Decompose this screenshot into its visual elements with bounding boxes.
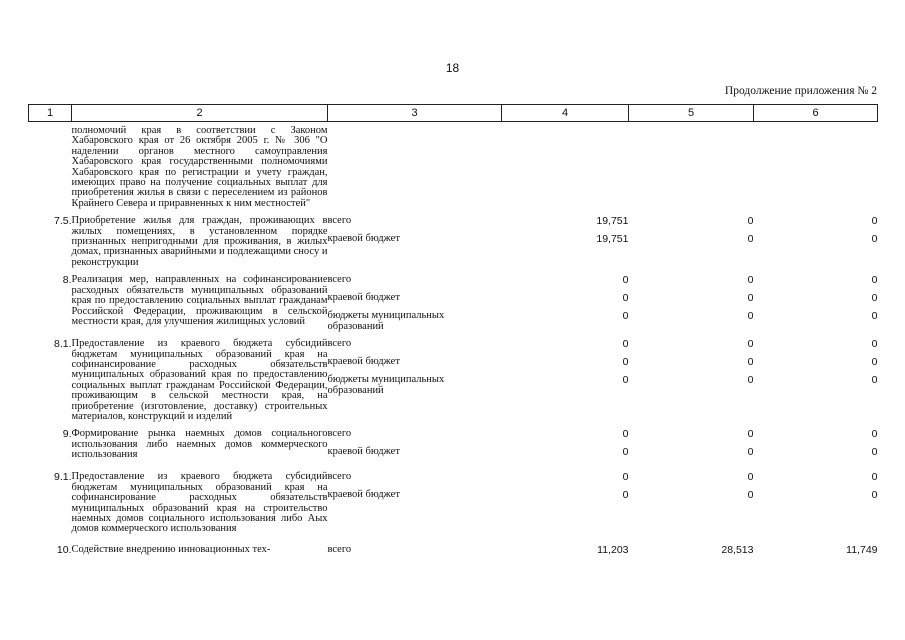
values-c6 [754,122,878,210]
value-cell: 0 [747,356,754,369]
row-number: 9.1. [53,471,72,484]
row-description: Приобретение жилья для граждан, проживающих в жилых помещениях, в установленном порядке признанных непригодными для проживания, в жилых домах, признанных аварийными и подлежащими сносу и реконструкции [71,215,328,268]
funding-source-label: всего [327,543,352,555]
value-cell: 19,751 [596,215,629,228]
row-number: 10. [56,543,72,556]
value-cell: 0 [871,374,878,387]
value-cell: 0 [871,338,878,351]
values-c6 [754,209,878,268]
funding-sources [328,268,502,332]
values-c4 [502,332,629,422]
row-number: 7.5. [53,215,72,228]
table-row [29,209,878,268]
table-row [29,332,878,422]
value-cell: 0 [747,446,754,459]
value-cell: 0 [871,356,878,369]
funding-source-label: краевой бюджет [327,446,400,458]
header-col-3: 3 [328,105,502,122]
value-cell: 0 [747,233,754,246]
values-c6 [754,268,878,332]
funding-sources [328,535,502,563]
row-description: полномочий края в соответствии с Законом Хабаровского края от 26 октября 2005 г. № 306 "О наделении органов местного самоуправления Хабаровского края государственными полномочиями Хабаровского края по регистрации и учету граждан, имеющих право на получение социальных выплат для приобретения жилья в связи с переселением из районов Крайнего Севера и приравненных к ним местностей" [71,125,328,209]
funding-source-label: бюджеты муниципальных образований [327,374,445,396]
row-number [29,122,72,210]
value-cell: 0 [871,310,878,323]
funding-source-label: краевой бюджет [327,489,400,501]
value-cell: 28,513 [721,543,754,556]
values-c4 [502,422,629,465]
header-col-4: 4 [502,105,629,122]
row-description: Содействие внедрению инновационных тех- [71,543,271,555]
funding-source-label: всего [327,471,352,483]
funding-source-label: краевой бюджет [327,356,400,368]
value-cell: 0 [622,338,629,351]
funding-sources [328,209,502,268]
value-cell: 0 [747,310,754,323]
value-cell: 0 [622,428,629,441]
value-cell: 0 [871,428,878,441]
continuation-label: Продолжение приложения № 2 [724,85,877,97]
table-row [29,535,878,563]
values-c5 [629,332,754,422]
values-c6 [754,535,878,563]
value-cell: 0 [622,310,629,323]
table-row [29,122,878,210]
value-cell: 0 [747,428,754,441]
values-c5 [629,422,754,465]
funding-source-label: всего [327,428,352,440]
funding-sources [328,332,502,422]
value-cell: 0 [622,374,629,387]
row-number: 8. [62,274,72,287]
table-body [29,122,878,563]
funding-source-label: краевой бюджет [327,233,400,245]
value-cell: 0 [747,374,754,387]
value-cell: 0 [747,489,754,502]
values-c4 [502,465,629,534]
value-cell: 0 [747,471,754,484]
value-cell: 0 [747,215,754,228]
value-cell: 11,749 [846,543,878,556]
values-c5 [629,535,754,563]
funding-source-label: бюджеты муниципальных образований [327,310,445,332]
funding-source-label: всего [327,215,352,227]
value-cell: 0 [871,292,878,305]
funding-sources [328,465,502,534]
funding-sources [328,422,502,465]
header-col-1: 1 [29,105,72,122]
row-number: 9. [62,428,72,441]
values-c5 [629,122,754,210]
value-cell: 0 [871,471,878,484]
program-table [28,104,878,563]
funding-source-label: всего [327,274,352,286]
row-description: Реализация мер, направленных на софинансирование расходных обязательств муниципальных образований края по предоставлению социальных выплат гражданам Российской Федерации, проживающим в сельской местности края, для улучшения жилищных условий [71,274,328,327]
row-description: Предоставление из краевого бюджета субсидий бюджетам муниципальных образований края на софинансирование расходных обязательств муниципальных образований края на строительство наемных домов социального использования либо Аых домов коммерческого использования [71,471,328,535]
value-cell: 0 [622,292,629,305]
value-cell: 0 [622,446,629,459]
table-row [29,465,878,534]
value-cell: 0 [871,446,878,459]
header-col-6: 6 [754,105,878,122]
row-description: Предоставление из краевого бюджета субсидий бюджетам муниципальных образований края на софинансирование расходных обязательств муниципальных образований края по предоставлению социальных выплат гражданам Российской Федерации, проживающим в сельской местности края, на приобретение (изготовление, доставку) строительных материалов, конструкций и изделий [71,338,328,422]
row-number: 8.1. [53,338,72,351]
funding-sources [328,122,502,210]
values-c4 [502,209,629,268]
value-cell: 0 [622,489,629,502]
value-cell: 0 [871,233,878,246]
values-c6 [754,422,878,465]
values-c4 [502,122,629,210]
row-description: Формирование рынка наемных домов социального использования либо наемных домов коммерческого использования [71,428,328,461]
table-row [29,268,878,332]
value-cell: 19,751 [596,233,629,246]
values-c5 [629,268,754,332]
values-c4 [502,268,629,332]
value-cell: 0 [622,274,629,287]
header-col-2: 2 [72,105,328,122]
values-c6 [754,465,878,534]
value-cell: 0 [747,274,754,287]
header-row [29,105,878,122]
funding-source-label: всего [327,338,352,350]
values-c5 [629,209,754,268]
value-cell: 0 [871,274,878,287]
values-c6 [754,332,878,422]
page-number: 18 [445,61,460,75]
value-cell: 0 [622,356,629,369]
value-cell: 0 [871,215,878,228]
value-cell: 11,203 [597,543,629,556]
table-row [29,422,878,465]
values-c4 [502,535,629,563]
value-cell: 0 [871,489,878,502]
value-cell: 0 [622,471,629,484]
value-cell: 0 [747,292,754,305]
funding-source-label: краевой бюджет [327,292,400,304]
header-col-5: 5 [629,105,754,122]
value-cell: 0 [747,338,754,351]
values-c5 [629,465,754,534]
